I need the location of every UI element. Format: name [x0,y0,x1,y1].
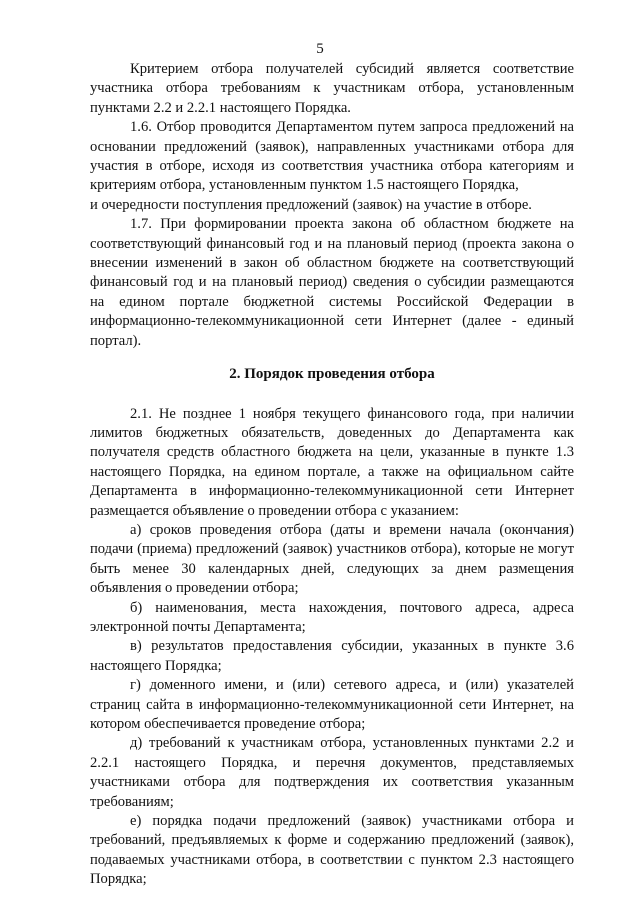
paragraph-1-6-continuation: и очередности поступления предложений (заявок) на участие в отборе. [90,196,532,213]
list-item-a: а) сроков проведения отбора (даты и времени начала (окончания) подачи (приема) предложений (заявок) участников отбора), которые не могут быть менее 30 календарных дней, следующих за днем размещения объявления о проведении отбора; [90,521,574,597]
page-number: 5 [316,41,324,57]
list-item-g: г) доменного имени, и (или) сетевого адреса, и (или) указателей страниц сайта в информационно-телекоммуникационной сети Интернет, на котором обеспечивается проведение отбора; [90,677,574,732]
list-item-d: д) требований к участникам отбора, установленных пунктами 2.2 и 2.2.1 настоящего Порядка, и перечня документов, представляемых участниками отбора для подтверждения их соответствия указанным требованиям; [90,735,574,810]
paragraph-selection-criterion: Критерием отбора получателей субсидий является соответствие участника отбора требованиям к участникам отбора, установленным пунктами 2.2 и 2.2.1 настоящего Порядка. [90,61,574,116]
list-item-b: б) наименования, места нахождения, почтового адреса, адреса электронной почты Департамента; [90,599,574,635]
paragraph-2-1: 2.1. Не позднее 1 ноября текущего финансового года, при наличии лимитов бюджетных обязательств, доведенных до Департамента как получателя средств областного бюджета на цели, указанные в пункте 1.3 настоящего Порядка, на едином портале, а также на официальном сайте Департамента в информационно-телекоммуникационной сети Интернет размещается объявление о проведении отбора с указанием: [90,405,574,519]
list-item-e: е) порядка подачи предложений (заявок) участниками отбора и требований, предъявляемых к форме и содержанию предложений (заявок), подаваемых участниками отбора, в соответствии с пунктом 2.3 настоящего Порядка; [90,813,574,888]
section-heading: 2. Порядок проведения отбора [229,366,435,383]
document-body [90,60,574,890]
paragraph-1-6: 1.6. Отбор проводится Департаментом путем запроса предложений на основании предложений (заявок), направленных участниками отбора для участия в отборе, исходя из соответствия участника отбора категориям и критериям отбора, установленным пунктом 1.5 настоящего Порядка, [90,119,574,194]
paragraph-1-7: 1.7. При формировании проекта закона об областном бюджете на соответствующий финансовый год и на плановый период (проекта закона о внесении изменений в закон об областном бюджете на соответствующий финансовый год и на плановый период) сведения о субсидии размещаются на едином портале бюджетной системы Российской Федерации в информационно-телекоммуникационной сети Интернет (далее - единый портал). [90,216,574,349]
list-item-v: в) результатов предоставления субсидии, указанных в пункте 3.6 настоящего Порядка; [90,638,574,674]
